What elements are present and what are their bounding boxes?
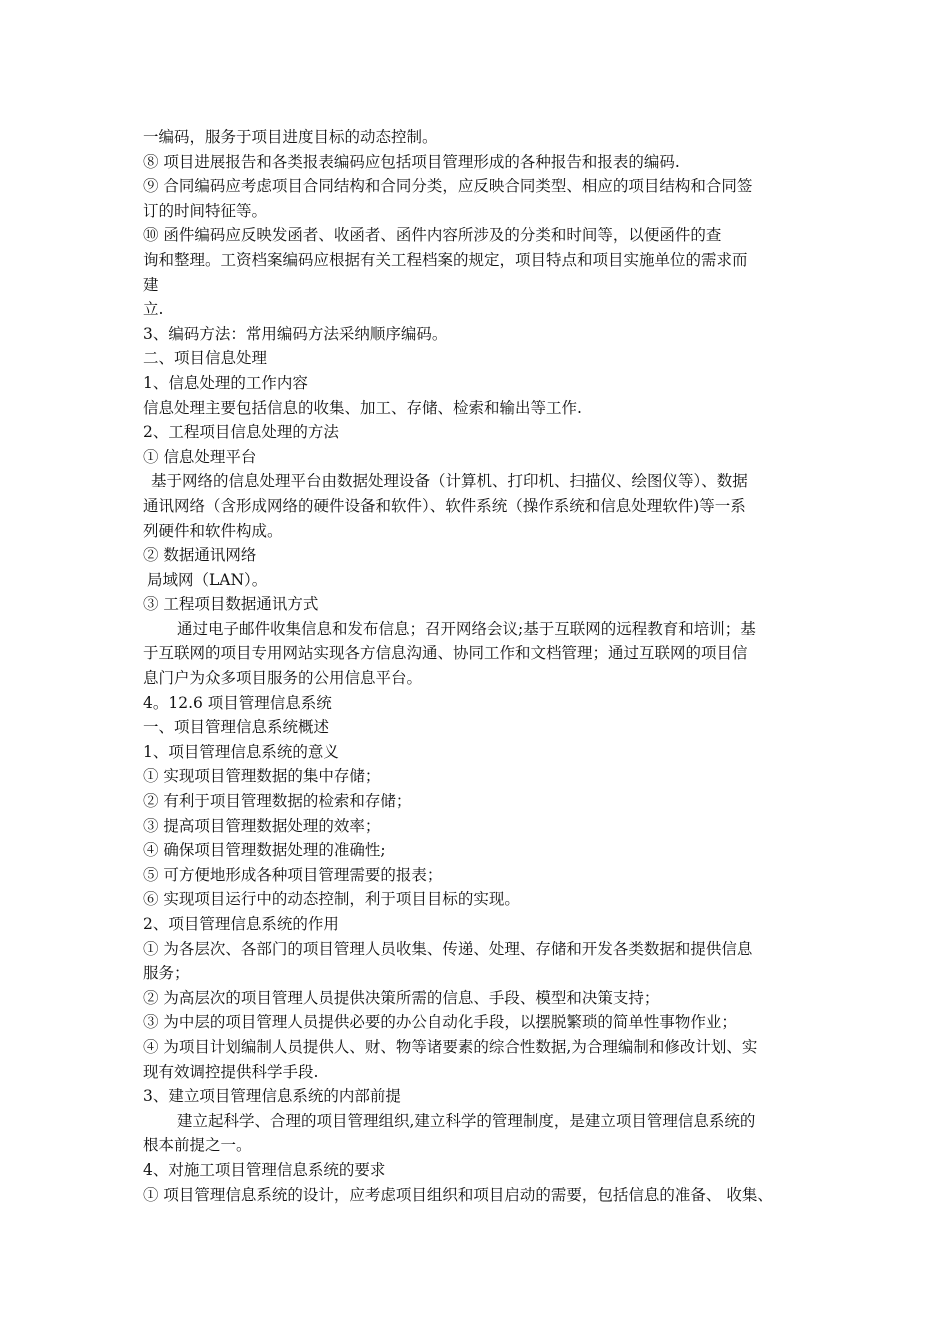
text-line: 订的时间特征等。 xyxy=(143,201,268,220)
text-line: ② 数据通讯网络 xyxy=(143,546,257,565)
text-line: 列硬件和软件构成。 xyxy=(143,521,283,540)
text-line: 立. xyxy=(143,300,164,319)
list-item: ③ 提高项目管理数据处理的效率； xyxy=(143,816,381,835)
list-item: ② 有利于项目管理数据的检索和存储； xyxy=(143,792,412,811)
text-line: 通过电子邮件收集信息和发布信息；召开网络会议;基于互联网的远程教育和培训；基 xyxy=(177,619,756,638)
list-item: ④ 为项目计划编制人员提供人、财、物等诸要素的综合性数据,为合理编制和修改计划、实 xyxy=(143,1037,758,1056)
text-line: 一编码，服务于项目进度目标的动态控制。 xyxy=(143,128,438,146)
list-item: ① 项目管理信息系统的设计，应考虑项目组织和项目启动的需要，包括信息的准备、 收集、 xyxy=(143,1185,773,1204)
text-line: 基于网络的信息处理平台由数据处理设备（计算机、打印机、扫描仪、绘图仪等）、数据 xyxy=(151,472,748,491)
text-line: 3、编码方法：常用编码方法采纳顺序编码。 xyxy=(143,324,448,343)
text-line: ⑩ 函件编码应反映发函者、收函者、函件内容所涉及的分类和时间等，以便函件的查 xyxy=(143,226,722,245)
text-line: 4、对施工项目管理信息系统的要求 xyxy=(143,1160,386,1179)
text-line: 1、项目管理信息系统的意义 xyxy=(143,742,339,761)
list-item: ① 为各层次、各部门的项目管理人员收集、传递、处理、存储和开发各类数据和提供信息 xyxy=(143,939,753,958)
text-line: 建 xyxy=(143,275,159,294)
text-line: 2、项目管理信息系统的作用 xyxy=(143,915,339,933)
text-line: 现有效调控提供科学手段. xyxy=(143,1062,319,1081)
text-line: 建立起科学、合理的项目管理组织,建立科学的管理制度，是建立项目管理信息系统的 xyxy=(177,1111,756,1130)
list-item: ③ 为中层的项目管理人员提供必要的办公自动化手段，以摆脱繁琐的简单性事物作业； xyxy=(143,1013,737,1032)
document-body xyxy=(143,125,823,1207)
text-line: ⑧ 项目进展报告和各类报表编码应包括项目管理形成的各种报告和报表的编码. xyxy=(143,152,680,171)
section-heading: 4。12.6 项目管理信息系统 xyxy=(143,693,332,712)
text-line: 局域网（LAN）。 xyxy=(147,570,268,589)
list-item: ④ 确保项目管理数据处理的准确性; xyxy=(143,841,386,860)
text-line: 信息处理主要包括信息的收集、加工、存储、检索和输出等工作. xyxy=(143,398,582,417)
text-line: 2、工程项目信息处理的方法 xyxy=(143,423,339,442)
text-line: 息门户为众多项目服务的公用信息平台。 xyxy=(143,669,423,688)
text-line: 询和整理。工资档案编码应根据有关工程档案的规定，项目特点和项目实施单位的需求而 xyxy=(143,250,748,269)
text-line: 服务； xyxy=(143,964,190,983)
list-item: ① 实现项目管理数据的集中存储； xyxy=(143,767,381,786)
section-heading: 一、项目管理信息系统概述 xyxy=(143,718,330,737)
text-line: ① 信息处理平台 xyxy=(143,447,257,466)
text-line: ⑨ 合同编码应考虑项目合同结构和合同分类，应反映合同类型、相应的项目结构和合同签 xyxy=(143,177,753,196)
text-line: 根本前提之一。 xyxy=(143,1136,252,1155)
list-item: ⑥ 实现项目运行中的动态控制，利于项目目标的实现。 xyxy=(143,890,520,909)
list-item: ⑤ 可方便地形成各种项目管理需要的报表； xyxy=(143,865,443,884)
section-heading: 二、项目信息处理 xyxy=(143,349,268,368)
text-line: 1、信息处理的工作内容 xyxy=(143,373,308,392)
text-line: 通讯网络（含形成网络的硬件设备和软件）、软件系统（操作系统和信息处理软件)等一系 xyxy=(143,496,746,515)
text-line: 于互联网的项目专用网站实现各方信息沟通、协同工作和文档管理；通过互联网的项目信 xyxy=(143,644,748,663)
text-line: ③ 工程项目数据通讯方式 xyxy=(143,595,319,614)
list-item: ② 为高层次的项目管理人员提供决策所需的信息、手段、模型和决策支持； xyxy=(143,988,660,1007)
text-line: 3、建立项目管理信息系统的内部前提 xyxy=(143,1087,401,1106)
